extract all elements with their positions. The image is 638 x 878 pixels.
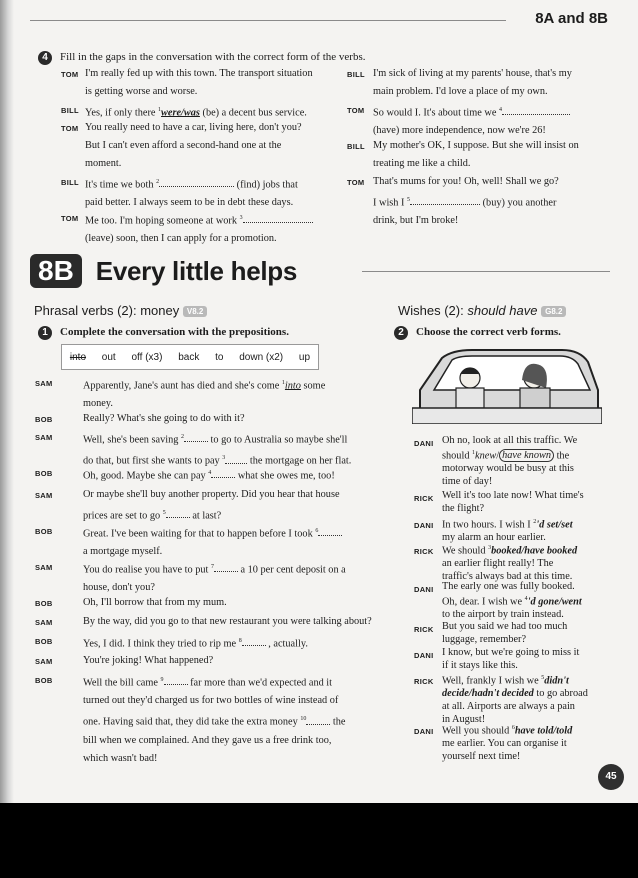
- line-text: Yes, I did. I think they tried to rip me: [83, 638, 239, 650]
- line-text: prices are set to go: [83, 510, 163, 522]
- gap-number: 3: [239, 215, 243, 221]
- dialogue-line: [416, 580, 606, 621]
- line-text: drink, but I'm broke!: [373, 215, 459, 227]
- line-text: In two hours. I wish I: [442, 519, 534, 531]
- word-option: back: [178, 351, 200, 363]
- line-text: So would I. It's about time we: [373, 107, 499, 119]
- line-text: Well it's too late now! What time's: [442, 490, 584, 501]
- line-text: (have) more independence, now we're 26!: [373, 125, 546, 137]
- line-text: Apparently, Jane's aunt has died and she's come: [83, 380, 282, 392]
- line-text: Well the bill came: [83, 677, 161, 689]
- line-text: the: [554, 450, 570, 462]
- line-text: treating me like a child.: [373, 158, 471, 169]
- answer-gap[interactable]: [184, 430, 208, 442]
- dialogue-line: [416, 516, 606, 544]
- dialogue-line: DANI Oh no, look at all this traffic. We should $^1$knew/ have known the motorway would be busy at this time of day!: [414, 435, 578, 488]
- line-text: a 10 per cent deposit on a: [237, 564, 346, 576]
- line-text: But I can't even afford a second-hand one at the: [85, 140, 282, 151]
- line-text: Oh, good. Maybe she can pay: [83, 470, 209, 482]
- line-text: I'm sick of living at my parents' house, that's my: [373, 68, 572, 79]
- line-text: You're joking! What happened?: [83, 655, 214, 666]
- speaker-label: BOB: [35, 599, 53, 608]
- speaker-label: TOM: [61, 70, 79, 79]
- answer-gap[interactable]: [410, 193, 480, 205]
- word-option: out: [101, 351, 116, 363]
- line-text: traffic's always bad at this time.: [442, 571, 573, 583]
- line-text: Well, frankly I wish we: [442, 675, 542, 687]
- exercise-instruction: Choose the correct verb forms.: [416, 326, 561, 338]
- dialogue-line: [416, 489, 606, 515]
- dialogue-line: [416, 646, 606, 672]
- line-text: far more than we'd expected and it: [187, 677, 333, 689]
- gap-number: 5: [541, 675, 545, 681]
- speaker-label: SAM: [35, 491, 53, 500]
- exercise-1-heading: [38, 322, 289, 340]
- word-option: down (x2): [239, 351, 284, 363]
- line-text: do that, but first she wants to pay: [83, 455, 223, 467]
- choice-option-selected[interactable]: have known: [499, 449, 554, 462]
- unit-title: Every little helps: [95, 255, 298, 286]
- speaker-label: DANI: [414, 651, 434, 660]
- dialogue-line: [61, 65, 351, 101]
- line-text: Well you should: [442, 725, 512, 737]
- answer-gap[interactable]: [166, 506, 190, 518]
- choice-option[interactable]: knew: [475, 450, 497, 462]
- choice-options[interactable]: 'd gone/went: [527, 596, 582, 608]
- speaker-label: BOB: [35, 676, 53, 685]
- dialogue-line: [347, 65, 609, 101]
- line-text: By the way, did you go to that new restaurant you were talking about?: [83, 616, 372, 627]
- speaker-label: BOB: [35, 415, 53, 424]
- speaker-label: RICK: [414, 494, 434, 503]
- speaker-label: DANI: [414, 585, 434, 594]
- section-title-text: Phrasal verbs (2): money: [34, 303, 180, 318]
- speaker-label: TOM: [347, 178, 365, 187]
- dialogue-line: [61, 119, 351, 173]
- speaker-label: RICK: [414, 625, 434, 634]
- speaker-label: TOM: [347, 106, 365, 115]
- line-text: money.: [83, 398, 113, 410]
- speaker-label: BILL: [61, 178, 79, 187]
- line-text: is getting worse and worse.: [85, 86, 198, 97]
- answer-gap[interactable]: [159, 175, 234, 187]
- gap-number: 1: [472, 450, 476, 456]
- line-text: some: [300, 380, 326, 392]
- speaker-label: RICK: [414, 547, 434, 556]
- line-text: The early one was fully booked.: [442, 581, 575, 592]
- dialogue-line: [35, 632, 393, 653]
- dialogue-line: [35, 522, 393, 561]
- line-text: yourself next time!: [442, 751, 521, 763]
- speaker-label: BILL: [347, 142, 365, 151]
- answer-gap[interactable]: [306, 713, 330, 725]
- exercise-instruction: Fill in the gaps in the conversation with the correct form of the verbs.: [60, 51, 366, 63]
- answer-gap[interactable]: [502, 103, 570, 115]
- answer-gap[interactable]: [243, 211, 313, 223]
- header-title: 8A and 8B: [535, 10, 608, 27]
- choice-options[interactable]: didn't: [544, 675, 569, 687]
- unit-heading: [30, 254, 297, 288]
- line-text: bill when we complained. And they gave us a free drink too,: [83, 734, 332, 746]
- gap-number: 3: [222, 455, 226, 462]
- gap-number: 1: [158, 107, 162, 113]
- line-text: Or maybe she'll buy another property. Did you hear that house: [83, 489, 340, 500]
- line-text: Me too. I'm hoping someone at work: [85, 215, 240, 227]
- word-option: off (x3): [131, 351, 163, 363]
- line-text: (find) jobs that: [234, 179, 298, 191]
- gap-number: 6: [315, 528, 319, 534]
- line-text: motorway would be busy at this: [442, 463, 574, 475]
- speaker-label: DANI: [414, 439, 434, 448]
- gap-number: 2: [156, 179, 160, 185]
- line-text: the flight?: [442, 503, 485, 514]
- line-text: should: [442, 450, 473, 462]
- dialogue-line: [35, 374, 393, 413]
- dialogue-line: [35, 613, 393, 631]
- example-answer: into: [284, 380, 301, 392]
- answer-gap[interactable]: [164, 673, 188, 685]
- speaker-label: TOM: [61, 214, 79, 223]
- line-text: one. Having said that, they did take the extra money: [83, 716, 301, 728]
- line-text: main problem. I'd love a place of my own.: [373, 86, 548, 97]
- line-text: (buy) you another: [480, 197, 557, 209]
- dialogue-line: [347, 101, 609, 140]
- line-text: Oh, I'll borrow that from my mum.: [83, 597, 227, 608]
- line-text: me earlier. You can organise it: [442, 738, 567, 750]
- gap-number: 7: [210, 564, 214, 570]
- speaker-label: BOB: [35, 469, 53, 478]
- line-text: Well, she's been saving: [83, 434, 181, 446]
- line-text: We should: [442, 545, 489, 557]
- dialogue-line: [416, 542, 606, 583]
- line-text: paid better. I always seem to be in debt these days.: [85, 197, 294, 209]
- gap-number: 5: [407, 197, 411, 203]
- line-text: Oh no, look at all this traffic. We: [442, 435, 578, 446]
- line-text: a mortgage myself.: [83, 546, 163, 558]
- line-text: the mortgage on her flat.: [247, 455, 352, 467]
- dialogue-line: [347, 137, 609, 173]
- dialogue-line: [35, 558, 393, 597]
- line-text: what she owes me, too!: [235, 470, 335, 482]
- line-text: You really need to have a car, living here, don't you?: [85, 122, 302, 133]
- line-text: to go abroad: [533, 688, 588, 700]
- answer-gap[interactable]: [242, 634, 266, 646]
- answer-gap[interactable]: [318, 524, 342, 536]
- gap-number: 9: [160, 677, 164, 683]
- word-option: up: [298, 351, 311, 363]
- gap-number: 1: [281, 380, 285, 386]
- dialogue-line: [416, 722, 606, 763]
- page-number-badge: 45: [598, 764, 624, 790]
- line-text: luggage, remember?: [442, 634, 527, 645]
- dialogue-line: [416, 672, 606, 726]
- speaker-label: RICK: [414, 677, 434, 686]
- line-text: in August!: [442, 714, 486, 726]
- section-title-wishes: [398, 303, 566, 318]
- answer-gap[interactable]: [225, 452, 247, 464]
- line-text: my alarm an hour earlier.: [442, 532, 546, 544]
- speaker-label: SAM: [35, 618, 53, 627]
- word-box: [61, 344, 319, 370]
- line-text: at all. Airports are always a pain: [442, 701, 575, 713]
- dialogue-line: [35, 594, 393, 612]
- line-text: I wish I: [373, 197, 408, 209]
- line-text: which wasn't bad!: [83, 752, 158, 764]
- gap-number: 2: [180, 434, 184, 440]
- gap-number: 8: [238, 638, 242, 644]
- line-text: house, don't you?: [83, 582, 155, 594]
- line-text: My mother's OK, I suppose. But she will insist on: [373, 140, 579, 151]
- speaker-label: SAM: [35, 563, 53, 572]
- gap-number: 4: [208, 470, 212, 476]
- unit-heading-rule: [362, 271, 610, 272]
- line-text: if it stays like this.: [442, 660, 518, 671]
- line-text: , actually.: [265, 638, 308, 650]
- line-text: turned out they'd charged us for two bottles of wine instead of: [83, 695, 339, 707]
- line-text: (leave) soon, then I can apply for a promotion.: [85, 233, 277, 245]
- line-text: time of day!: [442, 476, 493, 488]
- dialogue-line: [35, 486, 393, 525]
- dialogue-line: [35, 464, 393, 485]
- word-option: into: [69, 351, 87, 363]
- choice-options[interactable]: 'd set/set: [536, 519, 573, 531]
- line-text: to the airport by train instead.: [442, 609, 564, 621]
- line-text: You do realise you have to put: [83, 564, 211, 576]
- example-answer: were/was: [161, 107, 200, 119]
- exercise-number-badge: 1: [38, 326, 52, 340]
- line-text: Really? What's she going to do with it?: [83, 413, 245, 424]
- speaker-label: SAM: [35, 433, 53, 442]
- line-text: I'm really fed up with this town. The transport situation: [85, 68, 313, 79]
- speaker-label: DANI: [414, 521, 434, 530]
- speaker-label: BILL: [61, 106, 79, 115]
- gap-number: 3: [488, 545, 492, 551]
- dialogue-line: [61, 173, 351, 212]
- gap-number: 2: [533, 519, 537, 525]
- speaker-label: TOM: [61, 124, 79, 133]
- speaker-label: DANI: [414, 727, 434, 736]
- line-text: moment.: [85, 158, 122, 169]
- gap-number: 4: [498, 107, 502, 113]
- line-text: (be) a decent bus service.: [199, 107, 307, 119]
- line-text: to go to Australia so maybe she'll: [207, 434, 348, 446]
- line-text: It's time we both: [85, 179, 157, 191]
- dialogue-line: [35, 671, 393, 768]
- unit-code-badge: 8B: [30, 254, 82, 288]
- gap-number: 5: [162, 510, 166, 516]
- choice-options[interactable]: booked/have booked: [491, 545, 578, 557]
- choice-options[interactable]: decide/hadn't decided: [442, 688, 534, 700]
- dialogue-line: [61, 209, 351, 248]
- speaker-label: SAM: [35, 379, 53, 388]
- dialogue-line: [347, 173, 609, 230]
- line-text: Oh, dear. I wish we: [442, 596, 525, 608]
- speaker-label: SAM: [35, 657, 53, 666]
- dialogue-line: [35, 410, 393, 428]
- section-title-phrasal: [34, 303, 207, 318]
- answer-gap[interactable]: [214, 560, 238, 572]
- section-title-text: Wishes (2):: [398, 303, 468, 318]
- word-option: to: [215, 351, 224, 363]
- line-text: Yes, if only there: [85, 107, 159, 119]
- speaker-label: BOB: [35, 637, 53, 646]
- speaker-label: BOB: [35, 527, 53, 536]
- gap-number: 6: [511, 725, 515, 731]
- answer-gap[interactable]: [211, 466, 235, 478]
- line-text: the: [330, 716, 346, 728]
- gap-number: 4: [524, 596, 528, 602]
- exercise-4-heading: [38, 47, 365, 65]
- section-title-text: should have: [467, 303, 538, 318]
- header-rule: [30, 20, 506, 21]
- line-text: Great. I've been waiting for that to happen before I took: [83, 528, 316, 540]
- exercise-instruction: Complete the conversation with the prepositions.: [60, 326, 289, 338]
- line-text: I know, but we're going to miss it: [442, 647, 580, 658]
- exercise-2-heading: [394, 322, 561, 340]
- exercise-number-badge: 2: [394, 326, 408, 340]
- gap-number: 10: [300, 716, 307, 723]
- page-binding-shadow: [0, 0, 14, 803]
- line-text: at last?: [189, 510, 222, 522]
- dialogue-line: [35, 652, 393, 670]
- reference-tag: V8.2: [183, 306, 207, 317]
- line-text: But you said we had too much: [442, 621, 568, 632]
- line-text: That's mums for you! Oh, well! Shall we go?: [373, 176, 559, 187]
- reference-tag: G8.2: [541, 306, 566, 317]
- exercise-number-badge: 4: [38, 51, 52, 65]
- line-text: an earlier flight really! The: [442, 558, 554, 570]
- car-traffic-illustration: [412, 344, 602, 424]
- choice-options[interactable]: have told/told: [514, 725, 573, 737]
- dialogue-line: [416, 620, 606, 646]
- speaker-label: BILL: [347, 70, 365, 79]
